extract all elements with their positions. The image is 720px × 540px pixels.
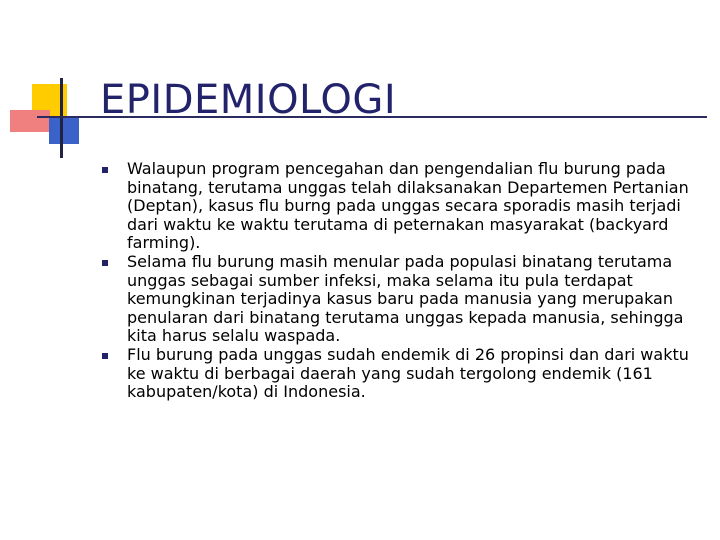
bullet-text: Flu burung pada unggas sudah endemik di 26 propinsi dan dari waktu ke waktu di berbagai daerah yang sudah tergolong endemik (161 kabupaten/kota) di Indonesia. <box>127 344 689 402</box>
bullet-item <box>100 253 700 346</box>
square-bullet-icon <box>102 167 108 173</box>
bullet-text: Walaupun program pencegahan dan pengendalian flu burung pada binatang, terutama unggas telah dilaksanakan Departemen Pertanian (Deptan), kasus flu burng pada unggas secara sporadis masih terjadi dari waktu ke waktu terutama di peternakan masyarakat (backyard farming). <box>127 159 689 253</box>
decorative-logo <box>0 0 110 170</box>
slide-title: EPIDEMIOLOGI <box>100 77 397 123</box>
vertical-rule <box>60 78 63 158</box>
bullet-item <box>100 346 700 402</box>
blue-square <box>49 116 79 144</box>
bullet-item <box>100 160 700 253</box>
red-square <box>10 110 50 132</box>
bullet-list <box>100 160 700 402</box>
square-bullet-icon <box>102 353 108 359</box>
square-bullet-icon <box>102 260 108 266</box>
bullet-text: Selama flu burung masih menular pada populasi binatang terutama unggas sebagai sumber infeksi, maka selama itu pula terdapat kemungkinan terjadinya kasus baru pada manusia yang merupakan penularan dari binatang terutama unggas kepada manusia, sehingga kita harus selalu waspada. <box>127 251 684 346</box>
